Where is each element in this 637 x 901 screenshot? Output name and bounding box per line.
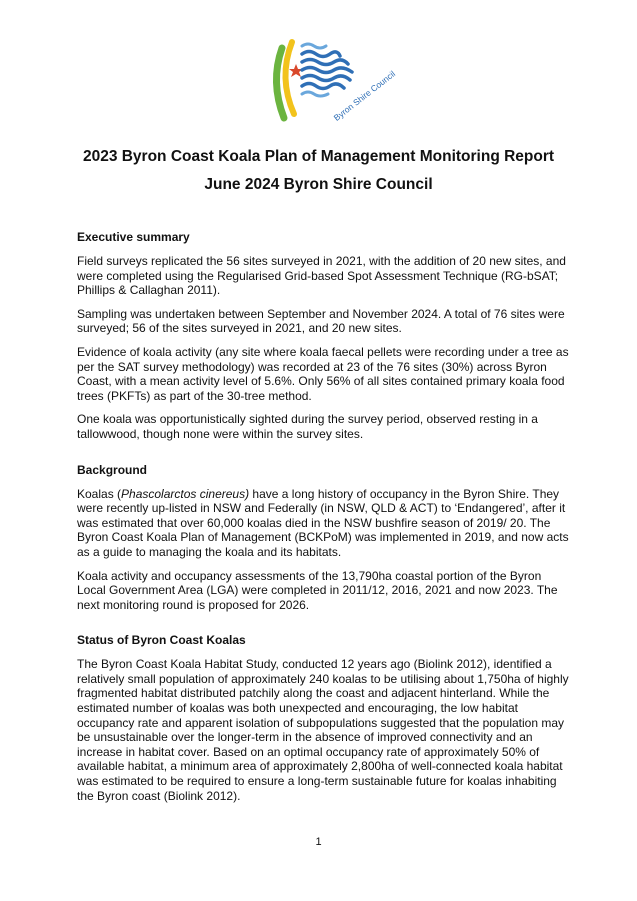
- section-heading: Status of Byron Coast Koalas: [77, 633, 246, 648]
- species-name: Phascolarctos cinereus): [121, 486, 250, 501]
- paragraph: [77, 487, 571, 560]
- paragraph: One koala was opportunistically sighted during the survey period, observed resting in a tallowwood, though none were within the survey sites.: [77, 412, 538, 441]
- paragraph-text: have a long history of occupancy in the Byron Shire. They were recently up-listed in NSW and Federally (in NSW, QLD & ACT) to ‘Endangered’, after it was estimated that over 60,000 koalas died in the NSW bushfire season of 2019/ 20. The Byron Coast Koala Plan of Management (BCKPoM) was implemented in 2019, and now acts as a guide to managing the koala and its habitats.: [77, 486, 569, 559]
- paragraph: Sampling was undertaken between September and November 2024. A total of 76 sites were surveyed; 56 of the sites surveyed in 2021, and 20 new sites.: [77, 306, 565, 336]
- report-body: [77, 229, 571, 812]
- report-subtitle: June 2024 Byron Shire Council: [204, 176, 433, 193]
- paragraph: Koala activity and occupancy assessments of the 13,790ha coastal portion of the Byron Local Government Area (LGA) were completed in 2011/12, 2016, 2021 and now 2023. The next monitoring round is proposed for 2026.: [77, 568, 558, 612]
- background-section: [77, 462, 571, 613]
- paragraph: Field surveys replicated the 56 sites surveyed in 2021, with the addition of 20 new sites, and were completed using the Regularised Grid-based Spot Assessment Technique (RG-bSAT; Phillips & Callaghan 2011).: [77, 254, 566, 298]
- report-title: 2023 Byron Coast Koala Plan of Management Monitoring Report: [82, 148, 555, 165]
- council-logo: [272, 34, 398, 126]
- executive-summary-section: [77, 229, 571, 442]
- paragraph-text: Koalas (: [77, 486, 122, 501]
- svg-text:Byron Shire Council: Byron Shire Council: [331, 68, 398, 123]
- section-heading: Background: [77, 462, 148, 477]
- byron-shire-council-logo-icon: [272, 34, 398, 126]
- paragraph: The Byron Coast Koala Habitat Study, conducted 12 years ago (Biolink 2012), identified a relatively small population of approximately 240 koalas to be utilising about 1,750ha of highly fragmented habitat distributed patchily along the coast and adjacent hinterland. While the estimated number of koalas was both unexpected and encouraging, the low habitat occupancy rate and apparent isolation of subpopulations suggested that the population may be unsustainable over the longer-term in the absence of improved connectivity and an increase in habitat cover. Based on an optimal occupancy rate of approximately 50% of available habitat, a minimum area of approximately 2,800ha of well-connected koala habitat was estimated to be required to ensure a long-term sustainable future for koalas inhabiting the Byron coast (Biolink 2012).: [77, 657, 569, 803]
- section-heading: Executive summary: [77, 230, 190, 244]
- page-number: 1: [315, 836, 322, 848]
- paragraph: Evidence of koala activity (any site where koala faecal pellets were recording under a tree as per the SAT survey methodology) was recorded at 23 of the 76 sites (30%) across Byron Coast, with a mean activity level of 5.6%. Only 56% of all sites contained primary koala food trees (PKFTs) as part of the 30-tree method.: [77, 344, 569, 403]
- status-section: [77, 632, 571, 803]
